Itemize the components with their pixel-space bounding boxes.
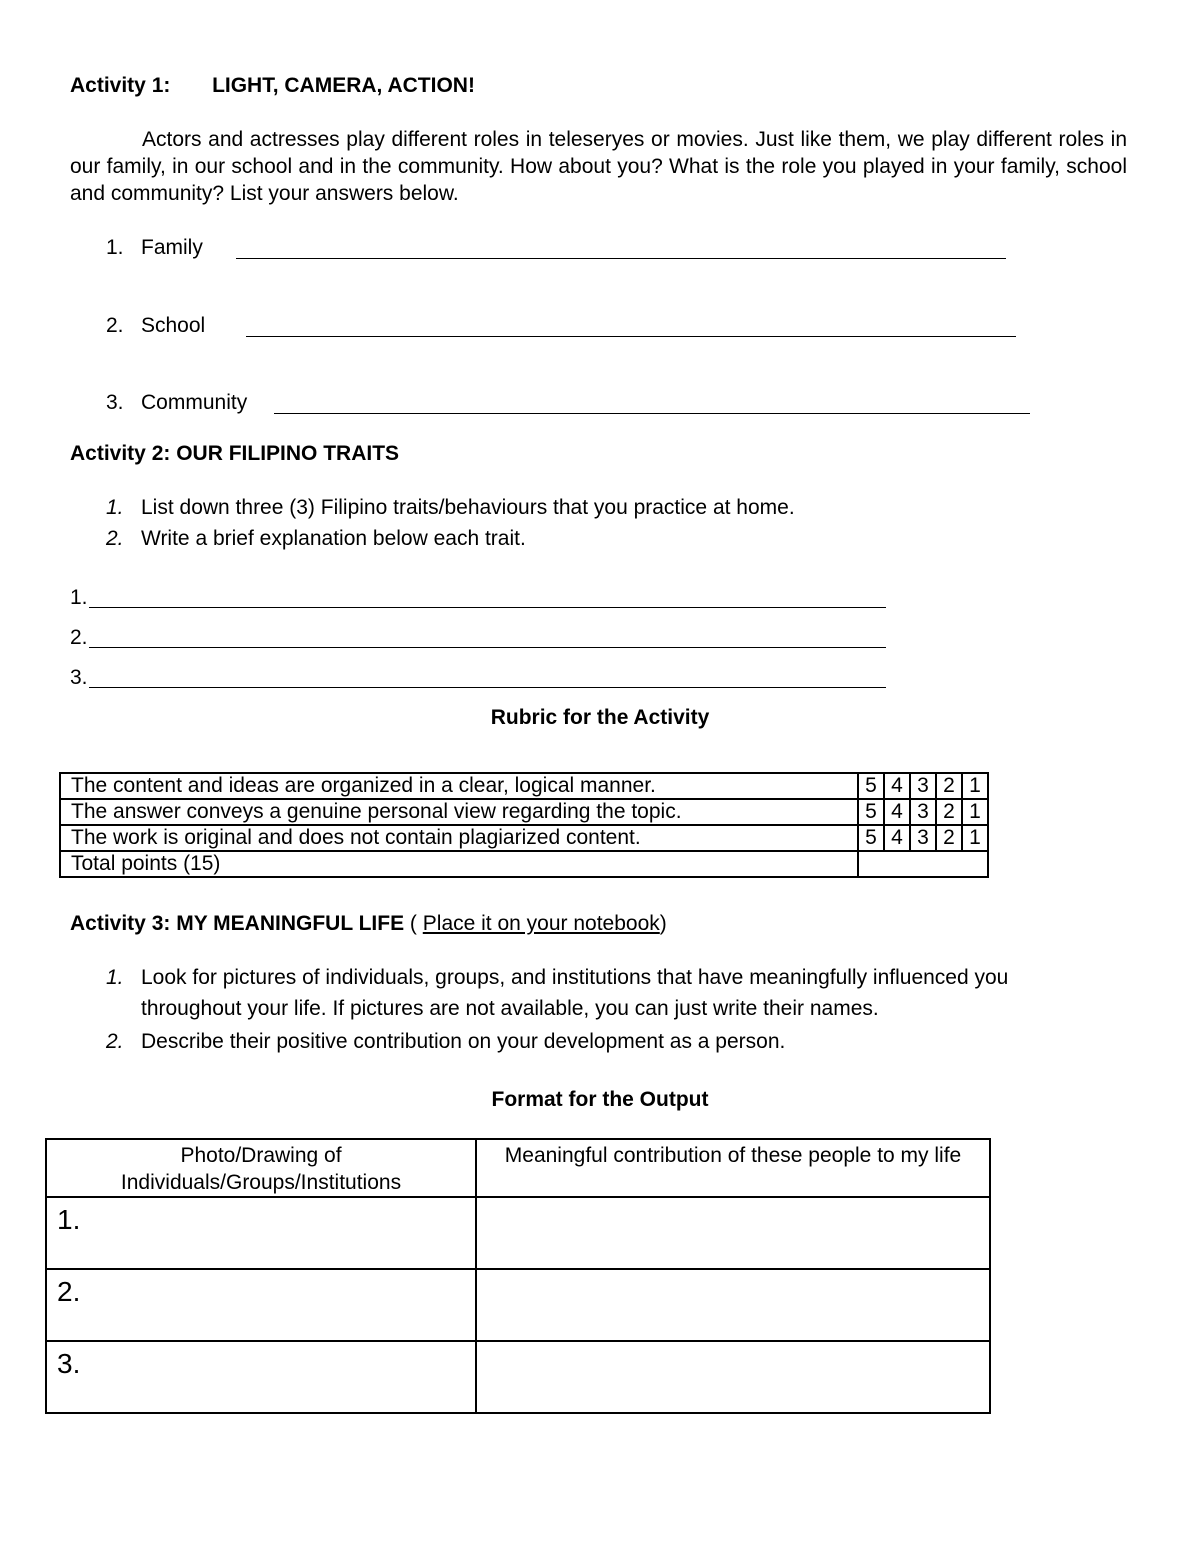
- score-cell[interactable]: 3: [910, 825, 936, 851]
- activity3-note: Place it on your notebook: [422, 912, 660, 935]
- trait-answer-line[interactable]: [89, 607, 886, 608]
- rubric-total-label: Total points (15): [60, 851, 858, 877]
- family-answer-line[interactable]: [236, 258, 1006, 259]
- score-cell[interactable]: 2: [936, 773, 962, 799]
- rubric-total-value[interactable]: [858, 851, 988, 877]
- activity3-instruction-text: Look for pictures of individuals, groups, and institutions that have meaningfully influenced you: [141, 966, 1009, 989]
- activity3-title: Activity 3: MY MEANINGFUL LIFE: [70, 912, 405, 935]
- rubric-title: Rubric for the Activity: [490, 706, 710, 729]
- output-header-row: [46, 1139, 990, 1197]
- trait-answer-line[interactable]: [89, 687, 886, 688]
- output-contribution-cell[interactable]: [476, 1197, 990, 1269]
- activity3-instruction-text: throughout your life. If pictures are not available, you can just write their names.: [141, 997, 879, 1020]
- score-cell[interactable]: 2: [936, 825, 962, 851]
- score-cell[interactable]: 5: [858, 799, 884, 825]
- community-answer-line[interactable]: [274, 413, 1030, 414]
- school-answer-line[interactable]: [246, 336, 1016, 337]
- activity3-heading: [70, 912, 667, 936]
- activity2-instruction-num: 2.: [106, 527, 124, 550]
- rubric-row: [60, 773, 988, 799]
- rubric-row: [60, 825, 988, 851]
- score-cell[interactable]: 1: [962, 799, 988, 825]
- activity3-instruction-text: Describe their positive contribution on your development as a person.: [141, 1030, 786, 1053]
- score-cell[interactable]: 1: [962, 773, 988, 799]
- output-col1-header: Photo/Drawing of Individuals/Groups/Institutions: [46, 1139, 476, 1197]
- output-photo-cell[interactable]: 2.: [46, 1269, 476, 1341]
- activity1-label: Activity 1:: [70, 74, 171, 97]
- output-row: [46, 1197, 990, 1269]
- activity3-instruction-num: 1.: [106, 966, 124, 989]
- output-row: [46, 1269, 990, 1341]
- output-photo-cell[interactable]: 1.: [46, 1197, 476, 1269]
- score-cell[interactable]: 1: [962, 825, 988, 851]
- activity1-title: LIGHT, CAMERA, ACTION!: [212, 74, 475, 97]
- rubric-criterion: The work is original and does not contain plagiarized content.: [60, 825, 858, 851]
- score-cell[interactable]: 5: [858, 825, 884, 851]
- activity1-item-community-label: Community: [141, 391, 248, 414]
- activity1-item-num: 1.: [106, 236, 124, 259]
- activity1-heading: [70, 74, 475, 98]
- activity1-paragraph: Actors and actresses play different roles in teleseryes or movies. Just like them, we play different roles in our family, in our school and in the community. How about you? What is the role you played in your family, school and community? List your answers below.: [70, 128, 1127, 205]
- rubric-total-row: [60, 851, 988, 877]
- rubric-table: [59, 772, 989, 878]
- activity3-note-close: ): [659, 912, 667, 935]
- score-cell[interactable]: 5: [858, 773, 884, 799]
- activity1-item-family-label: Family: [141, 236, 203, 259]
- activity1-item-num: 3.: [106, 391, 124, 414]
- score-cell[interactable]: 3: [910, 773, 936, 799]
- score-cell[interactable]: 3: [910, 799, 936, 825]
- score-cell[interactable]: 4: [884, 799, 910, 825]
- rubric-criterion: The content and ideas are organized in a clear, logical manner.: [60, 773, 858, 799]
- output-col2-header: Meaningful contribution of these people to my life: [476, 1139, 990, 1197]
- rubric-criterion: The answer conveys a genuine personal view regarding the topic.: [60, 799, 858, 825]
- trait-answer-line[interactable]: [89, 647, 886, 648]
- trait-line-num: 2.: [70, 626, 88, 649]
- activity2-instruction-text: Write a brief explanation below each trait.: [141, 527, 526, 550]
- activity1-item-num: 2.: [106, 314, 124, 337]
- output-photo-cell[interactable]: 3.: [46, 1341, 476, 1413]
- activity2-title: Activity 2: OUR FILIPINO TRAITS: [70, 442, 400, 465]
- activity2-instruction-num: 1.: [106, 496, 124, 519]
- output-contribution-cell[interactable]: [476, 1341, 990, 1413]
- trait-line-num: 1.: [70, 586, 88, 609]
- trait-line-num: 3.: [70, 666, 88, 689]
- rubric-row: [60, 799, 988, 825]
- output-title: Format for the Output: [491, 1088, 709, 1111]
- output-contribution-cell[interactable]: [476, 1269, 990, 1341]
- output-table: [45, 1138, 991, 1414]
- score-cell[interactable]: 2: [936, 799, 962, 825]
- activity2-instruction-text: List down three (3) Filipino traits/behaviours that you practice at home.: [141, 496, 795, 519]
- activity1-item-school-label: School: [141, 314, 206, 337]
- activity3-note-open: (: [404, 912, 423, 935]
- score-cell[interactable]: 4: [884, 825, 910, 851]
- activity3-instruction-num: 2.: [106, 1030, 124, 1053]
- output-row: [46, 1341, 990, 1413]
- score-cell[interactable]: 4: [884, 773, 910, 799]
